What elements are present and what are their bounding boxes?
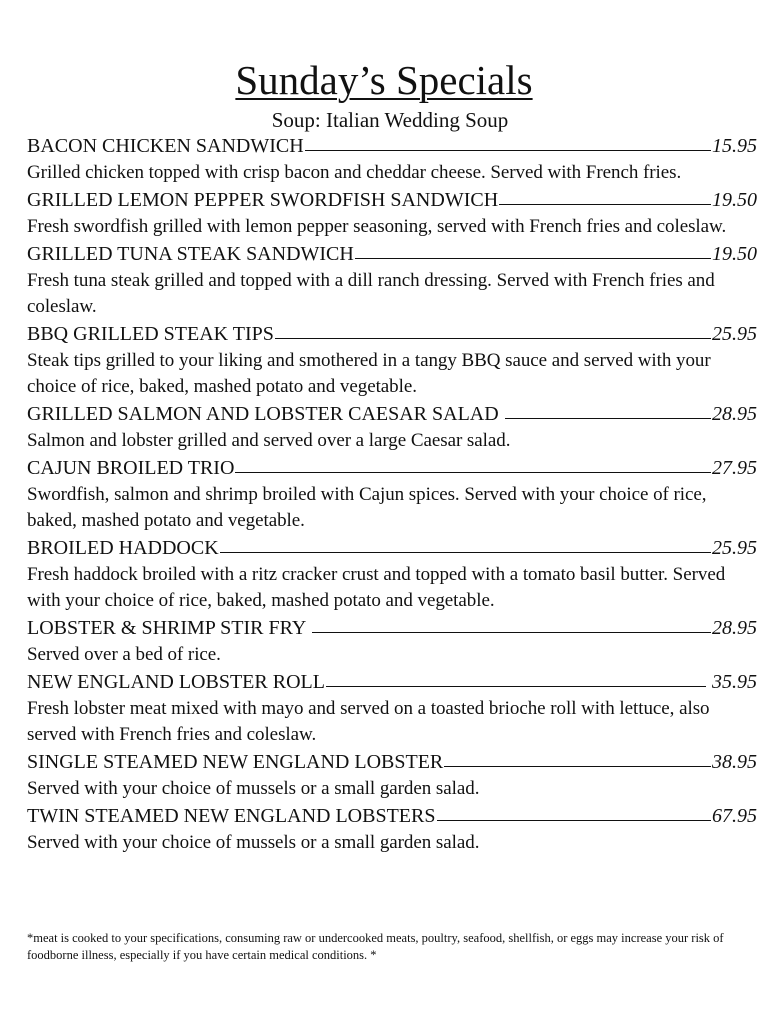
menu-item bbox=[27, 132, 757, 186]
menu-item-description: Fresh lobster meat mixed with mayo and served on a toasted brioche roll with lettuce, also served with French fries and coleslaw. bbox=[27, 698, 710, 745]
menu-item-name: NEW ENGLAND LOBSTER ROLL bbox=[27, 671, 325, 693]
menu-item bbox=[27, 240, 757, 320]
menu-item-description: Fresh swordfish grilled with lemon pepper seasoning, served with French fries and coleslaw. bbox=[27, 216, 727, 237]
menu-item-price: 19.50 bbox=[712, 189, 757, 211]
menu-item-description: Fresh haddock broiled with a ritz cracker crust and topped with a tomato basil butter. Served with your choice of rice, baked, mashed potato and vegetable. bbox=[27, 564, 726, 611]
menu-item bbox=[27, 614, 757, 668]
price-leader-line bbox=[312, 632, 711, 633]
menu-items-list bbox=[27, 132, 757, 856]
price-leader-line bbox=[326, 686, 706, 687]
menu-item-header bbox=[27, 186, 757, 214]
menu-item-header bbox=[27, 454, 757, 482]
menu-item bbox=[27, 400, 757, 454]
page-title: Sunday’s Specials bbox=[235, 57, 533, 103]
menu-item-name: SINGLE STEAMED NEW ENGLAND LOBSTER bbox=[27, 751, 444, 773]
menu-item bbox=[27, 534, 757, 614]
food-safety-disclaimer: *meat is cooked to your specifications, consuming raw or undercooked meats, poultry, seafood, shellfish, or eggs may increase your risk of foodborne illness, especially if you have certain medical conditions. * bbox=[27, 931, 724, 962]
menu-item-description: Grilled chicken topped with crisp bacon and cheddar cheese. Served with French fries. bbox=[27, 162, 682, 183]
menu-item-header bbox=[27, 400, 757, 428]
menu-item-description: Steak tips grilled to your liking and smothered in a tangy BBQ sauce and served with your choice of rice, baked, mashed potato and vegetable. bbox=[27, 350, 711, 397]
menu-item-header bbox=[27, 132, 757, 160]
menu-item-description: Fresh tuna steak grilled and topped with a dill ranch dressing. Served with French fries and coleslaw. bbox=[27, 270, 715, 317]
menu-item-header bbox=[27, 802, 757, 830]
menu-item-price: 67.95 bbox=[712, 805, 757, 827]
menu-item-price: 15.95 bbox=[712, 135, 757, 157]
menu-item-name: BBQ GRILLED STEAK TIPS bbox=[27, 323, 274, 345]
menu-item-price: 35.95 bbox=[707, 671, 757, 693]
menu-item-price: 28.95 bbox=[712, 403, 757, 425]
price-leader-line bbox=[499, 204, 711, 205]
menu-item-name: GRILLED TUNA STEAK SANDWICH bbox=[27, 243, 354, 265]
menu-item-price: 19.50 bbox=[712, 243, 757, 265]
price-leader-line bbox=[235, 472, 711, 473]
price-leader-line bbox=[275, 338, 711, 339]
menu-item-price: 27.95 bbox=[712, 457, 757, 479]
menu-item-description: Served over a bed of rice. bbox=[27, 644, 221, 665]
price-leader-line bbox=[305, 150, 711, 151]
price-leader-line bbox=[355, 258, 711, 259]
menu-item-name: LOBSTER & SHRIMP STIR FRY bbox=[27, 617, 311, 639]
menu-item-header bbox=[27, 240, 757, 268]
menu-item-description: Served with your choice of mussels or a small garden salad. bbox=[27, 832, 480, 853]
price-leader-line bbox=[437, 820, 712, 821]
menu-item-header bbox=[27, 320, 757, 348]
menu-item-name: BROILED HADDOCK bbox=[27, 537, 219, 559]
menu-item-header bbox=[27, 534, 757, 562]
menu-item-price: 28.95 bbox=[712, 617, 757, 639]
menu-item bbox=[27, 668, 757, 748]
menu-item-header bbox=[27, 668, 757, 696]
menu-item-description: Swordfish, salmon and shrimp broiled with Cajun spices. Served with your choice of rice, baked, mashed potato and vegetable. bbox=[27, 484, 707, 531]
price-leader-line bbox=[444, 766, 711, 767]
menu-item-name: TWIN STEAMED NEW ENGLAND LOBSTERS bbox=[27, 805, 436, 827]
soup-of-the-day: Soup: Italian Wedding Soup bbox=[271, 108, 509, 132]
menu-item-price: 25.95 bbox=[712, 537, 757, 559]
menu-item-name: GRILLED SALMON AND LOBSTER CAESAR SALAD bbox=[27, 403, 504, 425]
menu-item bbox=[27, 320, 757, 400]
menu-item bbox=[27, 186, 757, 240]
menu-item bbox=[27, 802, 757, 856]
menu-item-name: CAJUN BROILED TRIO bbox=[27, 457, 235, 479]
menu-item-header bbox=[27, 614, 757, 642]
menu-item-header bbox=[27, 748, 757, 776]
price-leader-line bbox=[220, 552, 711, 553]
menu-item-name: BACON CHICKEN SANDWICH bbox=[27, 135, 304, 157]
price-leader-line bbox=[505, 418, 711, 419]
menu-item-price: 38.95 bbox=[712, 751, 757, 773]
menu-item-description: Salmon and lobster grilled and served over a large Caesar salad. bbox=[27, 430, 511, 451]
menu-item bbox=[27, 748, 757, 802]
menu-item bbox=[27, 454, 757, 534]
menu-item-price: 25.95 bbox=[712, 323, 757, 345]
menu-item-description: Served with your choice of mussels or a small garden salad. bbox=[27, 778, 480, 799]
menu-item-name: GRILLED LEMON PEPPER SWORDFISH SANDWICH bbox=[27, 189, 499, 211]
